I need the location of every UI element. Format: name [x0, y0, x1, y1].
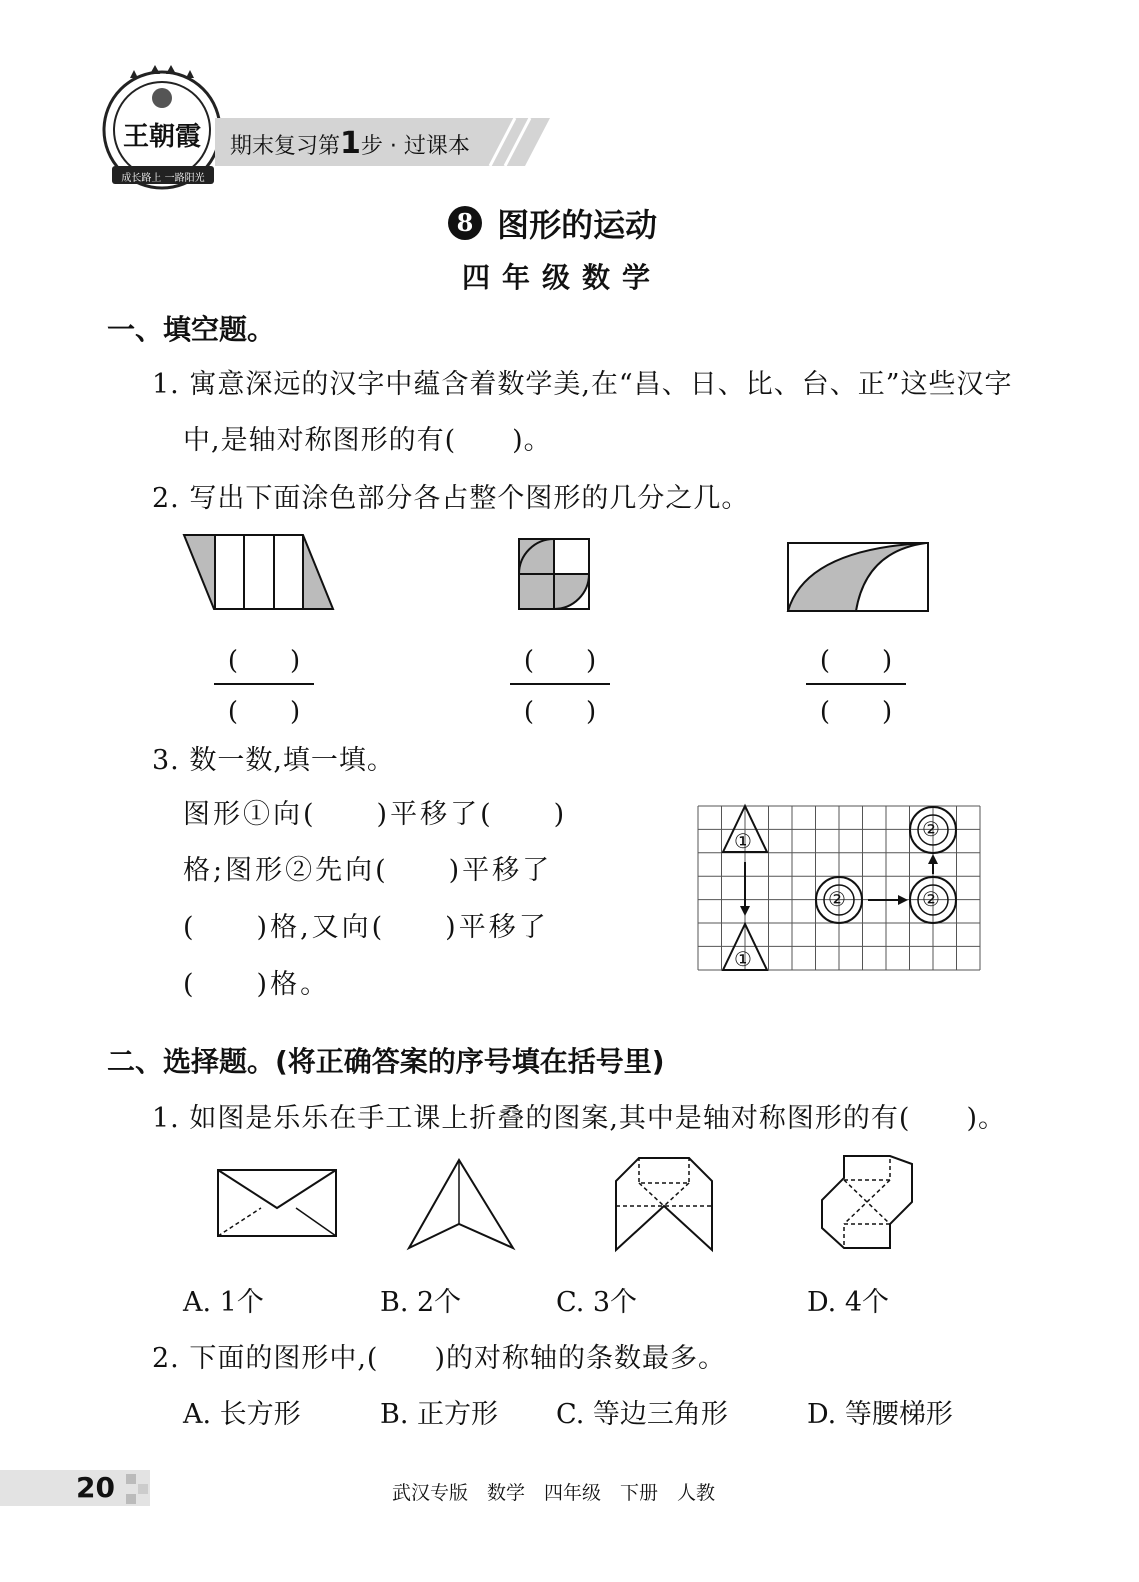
denominator-blank: ( ) — [819, 697, 893, 727]
shape2-label-right: ② — [922, 887, 940, 911]
s1-q2: 2. 写出下面涂色部分各占整个图形的几分之几。 — [152, 483, 750, 514]
figure-origami-1 — [614, 1156, 714, 1252]
s1-q1-line1: 1. 寓意深远的汉字中蕴含着数学美,在“昌、日、比、台、正”这些汉字 — [152, 369, 1013, 400]
s2-q1-option-d[interactable]: D. 4个 — [807, 1287, 890, 1318]
section1-heading: 一、填空题。 — [107, 313, 276, 346]
figure-envelope — [216, 1168, 338, 1240]
s1-q1-line2: 中,是轴对称图形的有( )。 — [183, 425, 552, 456]
numerator-blank: ( ) — [819, 646, 893, 676]
denominator-blank: ( ) — [523, 697, 597, 727]
s1-q3-line4: ( )格。 — [183, 969, 331, 1000]
s1-q3-line1: 图形①向( )平移了( ) — [183, 799, 568, 830]
figure-parallelogram — [182, 533, 337, 613]
fraction-line — [806, 683, 906, 685]
header-banner — [215, 118, 550, 166]
s2-q2: 2. 下面的图形中,( )的对称轴的条数最多。 — [152, 1343, 726, 1374]
section2-heading: 二、选择题。(将正确答案的序号填在括号里) — [107, 1045, 665, 1078]
logo-name: 王朝霞 — [122, 122, 201, 152]
translation-grid — [698, 806, 982, 972]
s2-q1-option-a[interactable]: A. 1个 — [183, 1287, 264, 1318]
s1-q3-line2: 格;图形②先向( )平移了 — [183, 855, 553, 886]
numerator-blank: ( ) — [227, 646, 301, 676]
banner-suffix: 步 · 过课本 — [360, 134, 470, 159]
fraction-blank-1[interactable] — [214, 640, 314, 728]
footer-decoration — [126, 1474, 148, 1504]
numerator-blank: ( ) — [523, 646, 597, 676]
footer-info: 武汉专版 数学 四年级 下册 人教 — [392, 1482, 716, 1504]
s2-q2-option-c[interactable]: C. 等边三角形 — [556, 1399, 728, 1430]
s1-q3: 3. 数一数,填一填。 — [152, 745, 395, 776]
subtitle: 四年级数学 — [462, 261, 663, 294]
figure-rectangle-curve — [786, 541, 931, 613]
fraction-line — [214, 683, 314, 685]
figure-origami-2 — [820, 1154, 916, 1250]
s1-q3-line3: ( )格,又向( )平移了 — [183, 912, 549, 943]
s2-q2-option-a[interactable]: A. 长方形 — [183, 1399, 301, 1430]
s2-q1: 1. 如图是乐乐在手工课上折叠的图案,其中是轴对称图形的有( )。 — [152, 1103, 1006, 1134]
banner-title — [230, 126, 470, 161]
chapter-title — [448, 200, 657, 246]
chapter-title-text: 图形的运动 — [497, 206, 658, 244]
figure-square-quarters — [517, 537, 592, 612]
logo-slogan: 成长路上 一路阳光 — [121, 173, 205, 184]
s2-q1-option-c[interactable]: C. 3个 — [556, 1287, 638, 1318]
denominator-blank: ( ) — [227, 697, 301, 727]
chapter-number-badge: 8 — [448, 206, 482, 240]
shape2-label-left: ② — [828, 887, 846, 911]
s2-q2-option-d[interactable]: D. 等腰梯形 — [807, 1399, 953, 1430]
fraction-blank-2[interactable] — [510, 640, 610, 728]
fraction-line — [510, 683, 610, 685]
fraction-blank-3[interactable] — [806, 640, 906, 728]
banner-step: 1 — [340, 126, 361, 161]
s2-q2-option-b[interactable]: B. 正方形 — [380, 1399, 499, 1430]
page-number: 20 — [76, 1471, 115, 1504]
shape1-label-top: ① — [734, 829, 752, 853]
figure-arrow-plane — [407, 1158, 517, 1250]
banner-prefix: 期末复习第 — [230, 134, 341, 159]
shape1-label-bottom: ① — [734, 947, 752, 971]
logo-badge — [100, 68, 225, 193]
s2-q1-option-b[interactable]: B. 2个 — [380, 1287, 462, 1318]
shape2-label-top: ② — [922, 817, 940, 841]
